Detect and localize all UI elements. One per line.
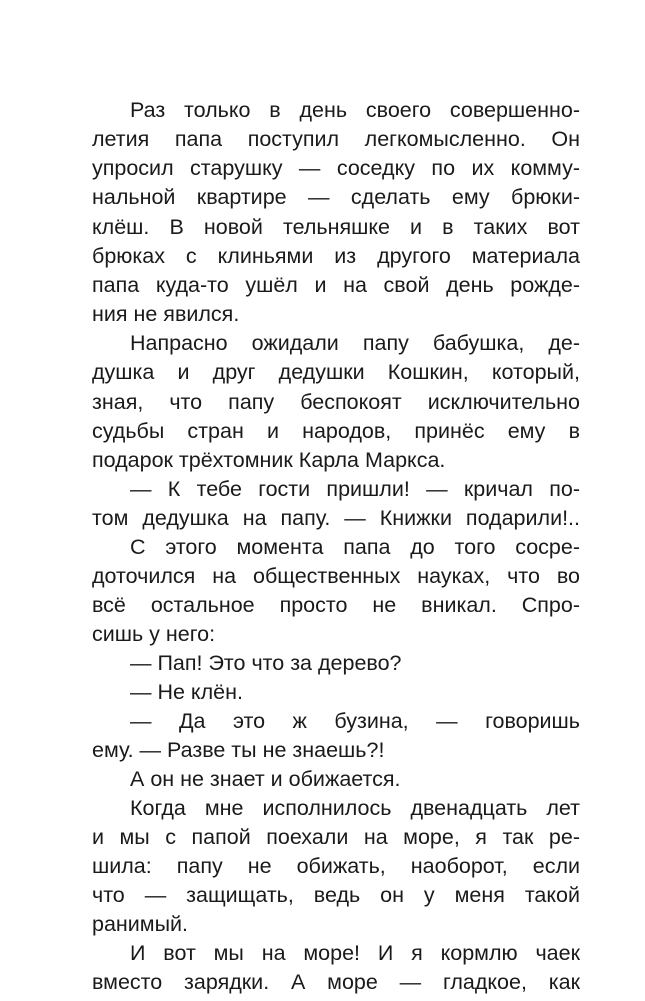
text-line: нальной квартире — сделать ему брюки-: [92, 185, 580, 209]
text-line: доточился на общественных науках, что во: [92, 564, 580, 588]
text-line: А он не знает и обижается.: [130, 767, 401, 791]
text-line: судьбы стран и народов, принёс ему в: [92, 419, 580, 443]
text-line: С этого момента папа до того сосре-: [130, 535, 580, 559]
text-line: Напрасно ожидали папу бабушка, де-: [130, 331, 580, 355]
text-line: папа куда-то ушёл и на свой день рожде-: [92, 273, 580, 297]
text-line: что — защищать, ведь он у меня такой: [92, 883, 580, 907]
text-line: всё остальное просто не вникал. Спро-: [92, 593, 580, 617]
text-line: шила: папу не обижать, наоборот, если: [92, 854, 580, 878]
text-line: — Не клён.: [130, 680, 243, 704]
text-line: подарок трёхтомник Карла Маркса.: [92, 448, 446, 472]
text-line: ния не явился.: [92, 302, 240, 326]
text-line: И вот мы на море! И я кормлю чаек: [130, 941, 580, 965]
text-line: Когда мне исполнилось двенадцать лет: [130, 796, 580, 820]
text-line: сишь у него:: [92, 622, 216, 646]
text-line: и мы с папой поехали на море, я так ре-: [92, 825, 580, 849]
text-line: летия папа поступил легкомысленно. Он: [92, 127, 580, 151]
text-line: ему. — Разве ты не знаешь?!: [92, 738, 385, 762]
text-line: — Да это ж бузина, — говоришь: [130, 709, 580, 733]
text-line: вместо зарядки. А море — гладкое, как: [92, 970, 580, 994]
text-line: Раз только в день своего совершенно-: [130, 98, 580, 122]
text-line: клёш. В новой тельняшке и в таких вот: [92, 215, 580, 239]
text-line: — Пап! Это что за дерево?: [130, 651, 402, 675]
text-line: — К тебе гости пришли! — кричал по-: [130, 477, 580, 501]
text-line: зная, что папу беспокоят исключительно: [92, 390, 580, 414]
text-line: ранимый.: [92, 912, 189, 936]
text-line: том дедушка на папу. — Книжки подарили!..: [92, 506, 580, 530]
text-line: упросил старушку — соседку по их комму-: [92, 156, 580, 180]
text-line: душка и друг дедушки Кошкин, который,: [92, 360, 580, 384]
text-line: брюках с клиньями из другого материала: [92, 244, 580, 268]
